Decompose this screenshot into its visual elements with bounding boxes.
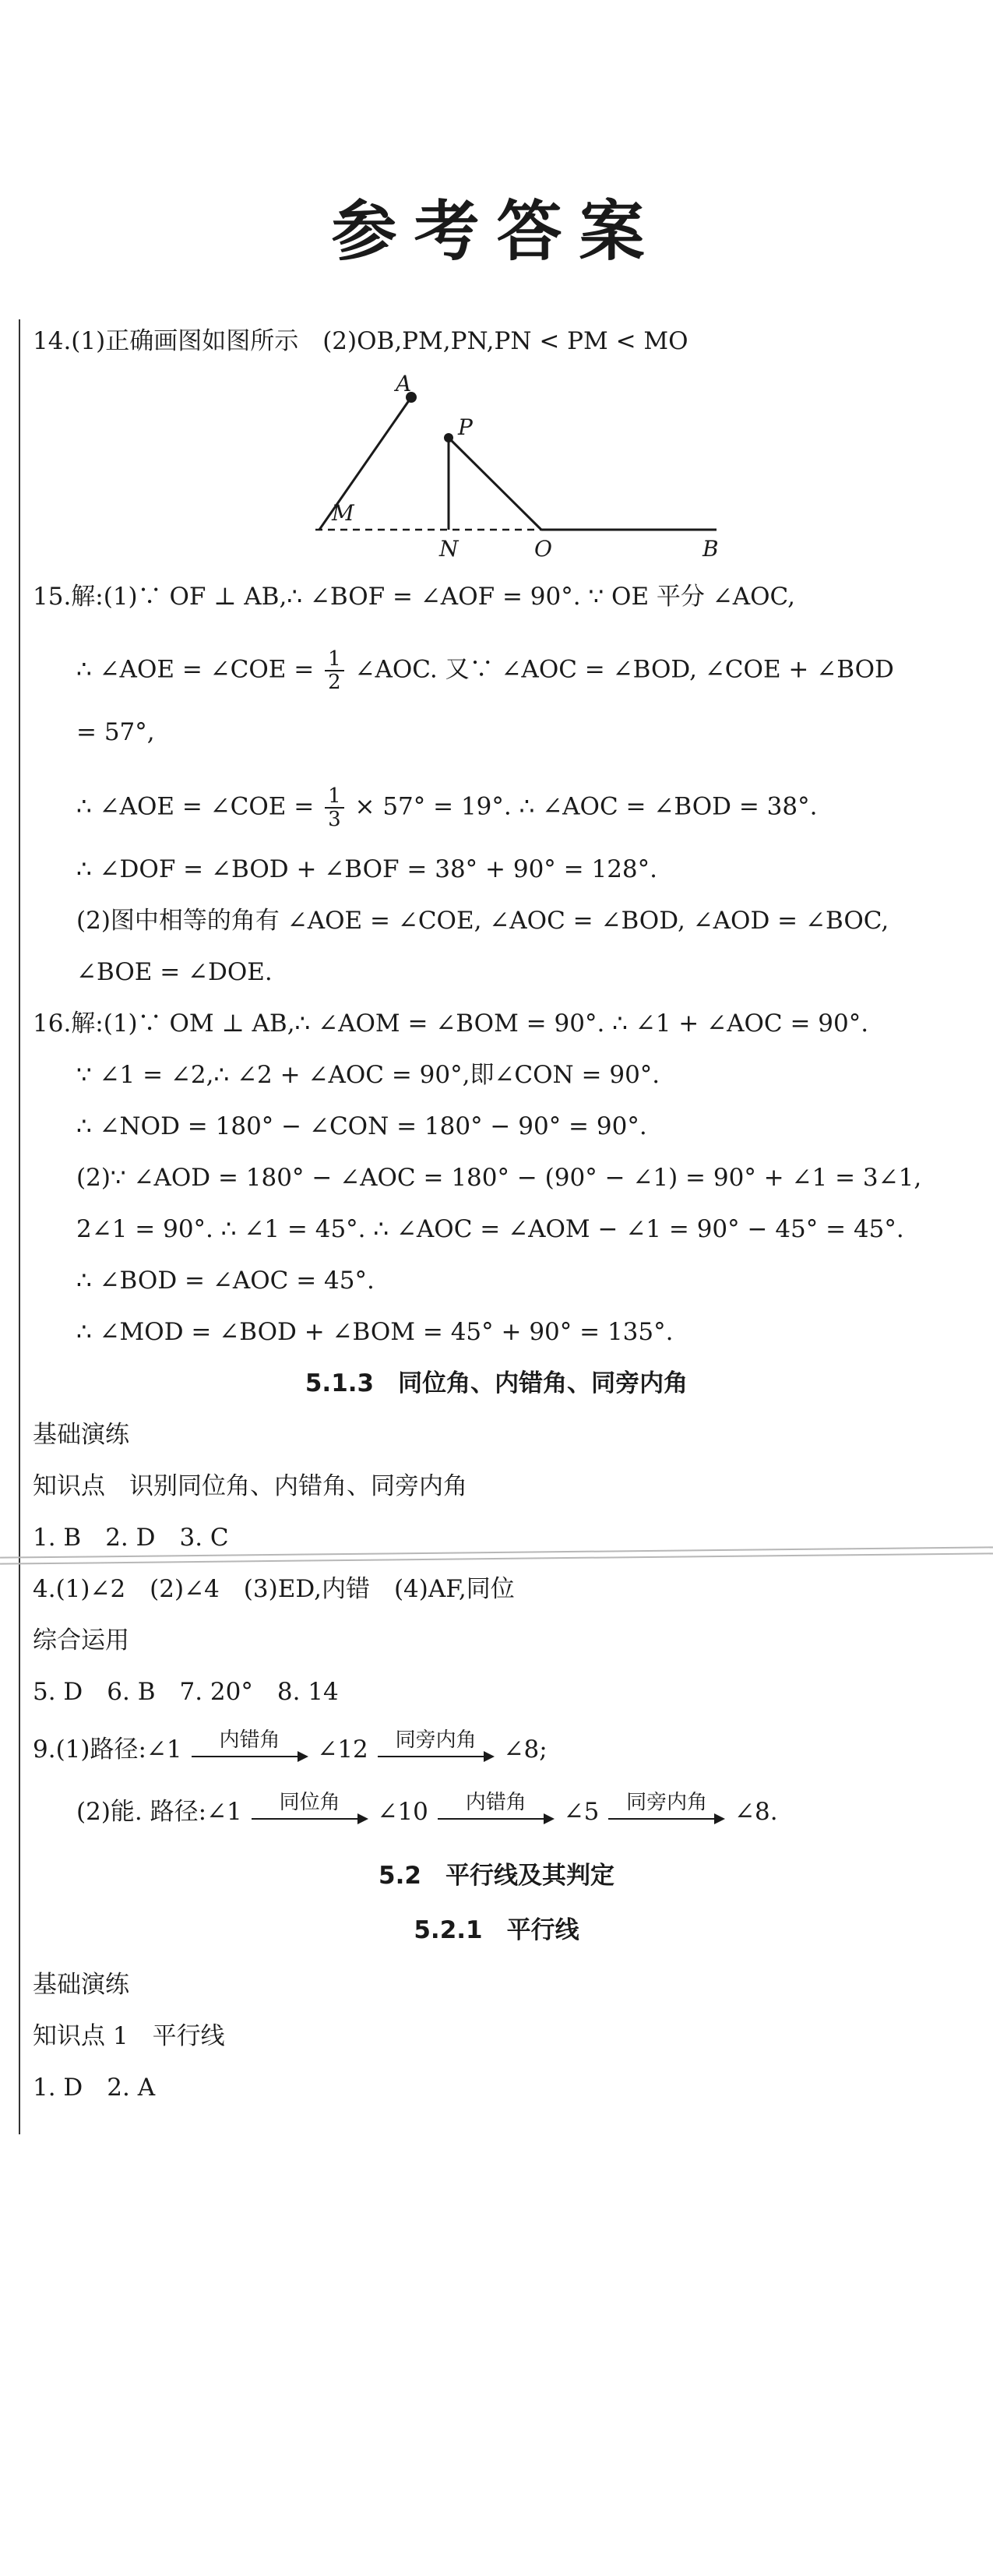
answer-9-path-1 xyxy=(33,1728,548,1767)
equation-part: × 57° = 19°. ∴ ∠AOC = ∠BOD = 38°. xyxy=(354,792,818,821)
answer-15-line-1: 15.解:(1)∵ OF ⊥ AB,∴ ∠BOF = ∠AOF = 90°. ∵ OE 平分 ∠AOC, xyxy=(33,583,796,611)
section-heading-5-1-3: 5.1.3 同位角、内错角、同旁内角 xyxy=(305,1369,688,1397)
answer-16-line-7: ∴ ∠MOD = ∠BOD + ∠BOM = 45° + 90° = 135°. xyxy=(76,1318,674,1346)
answer-9-path-2 xyxy=(76,1790,778,1829)
answers-1-3: 1. B 2. D 3. C xyxy=(33,1524,229,1552)
path-end: ∠8. xyxy=(734,1798,778,1826)
equation-part: ∴ ∠AOE = ∠COE = xyxy=(76,792,315,821)
answer-16-line-2: ∵ ∠1 = ∠2,∴ ∠2 + ∠AOC = 90°,即∠CON = 90°. xyxy=(76,1061,660,1089)
label-m: M xyxy=(332,500,354,526)
subheading-basic-practice: 基础演练 xyxy=(33,1421,129,1449)
equation-part: ∴ ∠AOE = ∠COE = xyxy=(76,655,315,684)
label-b: B xyxy=(702,536,719,561)
answer-15-line-4 xyxy=(76,785,817,830)
answers-1-2: 1. D 2. A xyxy=(33,2074,156,2102)
answers-5-8: 5. D 6. B 7. 20° 8. 14 xyxy=(33,1678,339,1706)
answer-16-line-5: 2∠1 = 90°. ∴ ∠1 = 45°. ∴ ∠AOC = ∠AOM − ∠1 = 90° − 45° = 45°. xyxy=(76,1215,904,1243)
arrow-label: 内错角 xyxy=(465,1790,526,1814)
point-p-dot xyxy=(444,433,453,442)
arrow-label: 同旁内角 xyxy=(626,1790,708,1814)
geometry-diagram xyxy=(304,366,740,561)
arrow-corresponding xyxy=(252,1790,368,1829)
arrow-same-side-interior xyxy=(608,1790,725,1829)
path-node: ∠12 xyxy=(317,1736,368,1764)
knowledge-point-1: 知识点 1 平行线 xyxy=(33,2022,225,2050)
denominator: 2 xyxy=(328,671,341,694)
answer-16-line-4: (2)∵ ∠AOD = 180° − ∠AOC = 180° − (90° − ∠1) = 90° + ∠1 = 3∠1, xyxy=(76,1164,922,1192)
fraction-one-half xyxy=(325,648,344,693)
answer-4: 4.(1)∠2 (2)∠4 (3)ED,内错 (4)AF,同位 xyxy=(33,1575,515,1603)
arrow-same-side-interior xyxy=(378,1728,495,1767)
arrow-alternate-interior xyxy=(192,1728,308,1767)
equation-part: ∠AOC. 又∵ ∠AOC = ∠BOD, ∠COE + ∠BOD xyxy=(354,655,894,684)
section-heading-5-2: 5.2 平行线及其判定 xyxy=(379,1862,614,1890)
path-node: ∠5 xyxy=(563,1798,600,1826)
answer-16-line-6: ∴ ∠BOD = ∠AOC = 45°. xyxy=(76,1267,375,1295)
answer-15-line-7: ∠BOE = ∠DOE. xyxy=(76,958,273,986)
path-end: ∠8; xyxy=(503,1736,548,1764)
arrow-label: 同旁内角 xyxy=(395,1728,477,1752)
path-start: 9.(1)路径:∠1 xyxy=(33,1736,182,1764)
subheading-comprehensive: 综合运用 xyxy=(33,1626,129,1654)
label-a: A xyxy=(396,371,412,396)
label-o: O xyxy=(534,536,552,561)
label-n: N xyxy=(439,536,459,561)
line-p-to-o xyxy=(449,438,541,530)
path-node: ∠10 xyxy=(377,1798,428,1826)
answer-16-line-3: ∴ ∠NOD = 180° − ∠CON = 180° − 90° = 90°. xyxy=(76,1112,647,1140)
knowledge-point: 知识点 识别同位角、内错角、同旁内角 xyxy=(33,1472,467,1500)
arrow-label: 同位角 xyxy=(279,1790,340,1814)
answer-16-line-1: 16.解:(1)∵ OM ⊥ AB,∴ ∠AOM = ∠BOM = 90°. ∴ ∠1 + ∠AOC = 90°. xyxy=(33,1010,869,1038)
section-heading-5-2-1: 5.2.1 平行线 xyxy=(414,1916,579,1944)
path-start: (2)能. 路径:∠1 xyxy=(76,1798,242,1826)
answer-14: 14.(1)正确画图如图所示 (2)OB,PM,PN,PN < PM < MO xyxy=(33,327,688,355)
arrow-alternate-interior xyxy=(438,1790,555,1829)
answer-15-line-2 xyxy=(76,648,894,693)
fraction-one-third xyxy=(325,785,344,830)
page-crease xyxy=(0,1552,993,1564)
subheading-basic-practice: 基础演练 xyxy=(33,1971,129,1999)
numerator: 1 xyxy=(325,785,344,809)
answer-15-line-5: ∴ ∠DOF = ∠BOD + ∠BOF = 38° + 90° = 128°. xyxy=(76,855,658,883)
label-p: P xyxy=(458,414,473,440)
denominator: 3 xyxy=(328,808,341,831)
answer-15-line-3: = 57°, xyxy=(76,718,155,746)
page-title: 参考答案 xyxy=(331,192,662,270)
answer-15-line-6: (2)图中相等的角有 ∠AOE = ∠COE, ∠AOC = ∠BOD, ∠AOD = ∠BOC, xyxy=(76,907,889,935)
numerator: 1 xyxy=(325,648,344,671)
arrow-label: 内错角 xyxy=(219,1728,280,1752)
